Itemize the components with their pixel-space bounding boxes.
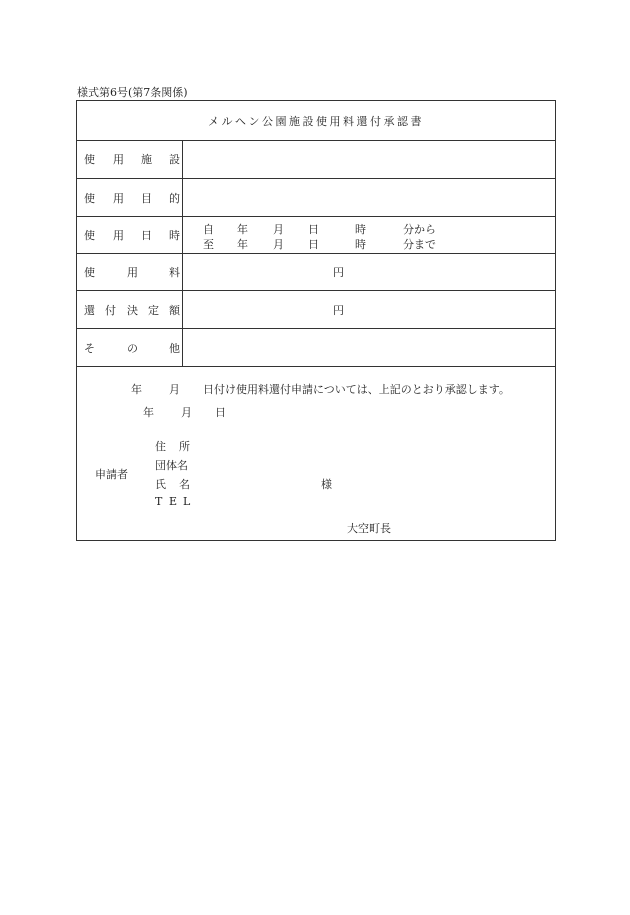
to-minute: 分まで (403, 238, 436, 251)
to-day: 日 (308, 238, 319, 251)
label-other: そ の 他 (77, 329, 183, 366)
row-fee (77, 254, 555, 291)
from-month: 月 (273, 223, 284, 236)
from-day: 日 (308, 223, 319, 236)
address-field[interactable] (205, 437, 505, 453)
label-fee: 使 用 料 (77, 254, 183, 290)
label-facility: 使 用 施 設 (77, 140, 183, 178)
tel-label-1: T (155, 495, 163, 508)
facility-field[interactable] (184, 140, 555, 178)
tel-label-2: E (169, 495, 178, 508)
label-datetime: 使 用 日 時 (77, 217, 183, 253)
row-facility (77, 140, 555, 179)
fee-unit: 円 (333, 266, 344, 279)
group-field[interactable] (205, 456, 505, 472)
issue-day: 日 (215, 406, 226, 419)
row-purpose (77, 179, 555, 217)
issue-year: 年 (143, 406, 154, 419)
to-year: 年 (237, 238, 248, 251)
form-title: メルヘン公園施設使用料還付承認書 (77, 101, 555, 141)
label-purpose: 使 用 目 的 (77, 179, 183, 216)
to-month: 月 (273, 238, 284, 251)
issue-month: 月 (181, 406, 192, 419)
approval-section (77, 367, 555, 540)
to-hour: 時 (355, 238, 366, 251)
statement-year: 年 (131, 383, 142, 396)
issuer: 大空町長 (347, 522, 391, 535)
row-refund-amount (77, 291, 555, 329)
from-hour: 時 (355, 223, 366, 236)
statement-month: 月 (169, 383, 180, 396)
from-minute: 分から (403, 223, 436, 236)
name-field[interactable] (205, 475, 315, 491)
applicant-heading: 申請者 (95, 468, 128, 481)
to-prefix: 至 (203, 238, 214, 251)
label-refund-amount: 還 付 決 定 額 (77, 291, 183, 328)
name-label-2: 名 (179, 478, 190, 491)
from-year: 年 (237, 223, 248, 236)
tel-label-3: L (183, 495, 191, 508)
form-number: 様式第6号(第7条関係) (77, 86, 188, 99)
datetime-field[interactable] (184, 217, 555, 253)
refund-amount-field[interactable] (184, 291, 555, 328)
group-label: 団体名 (155, 459, 188, 472)
statement-text: 日付け使用料還付申請については、上記のとおり承認します。 (203, 383, 510, 396)
other-field[interactable] (184, 329, 555, 366)
row-other (77, 329, 555, 367)
from-prefix: 自 (203, 223, 214, 236)
fee-field[interactable] (184, 254, 555, 290)
refund-unit: 円 (333, 303, 344, 317)
address-label-1: 住 (155, 440, 166, 453)
honorific: 様 (321, 478, 332, 491)
tel-field[interactable] (205, 494, 505, 510)
refund-approval-form (76, 100, 556, 541)
purpose-field[interactable] (184, 179, 555, 216)
name-label-1: 氏 (155, 478, 166, 491)
row-datetime (77, 217, 555, 254)
address-label-2: 所 (179, 440, 190, 453)
